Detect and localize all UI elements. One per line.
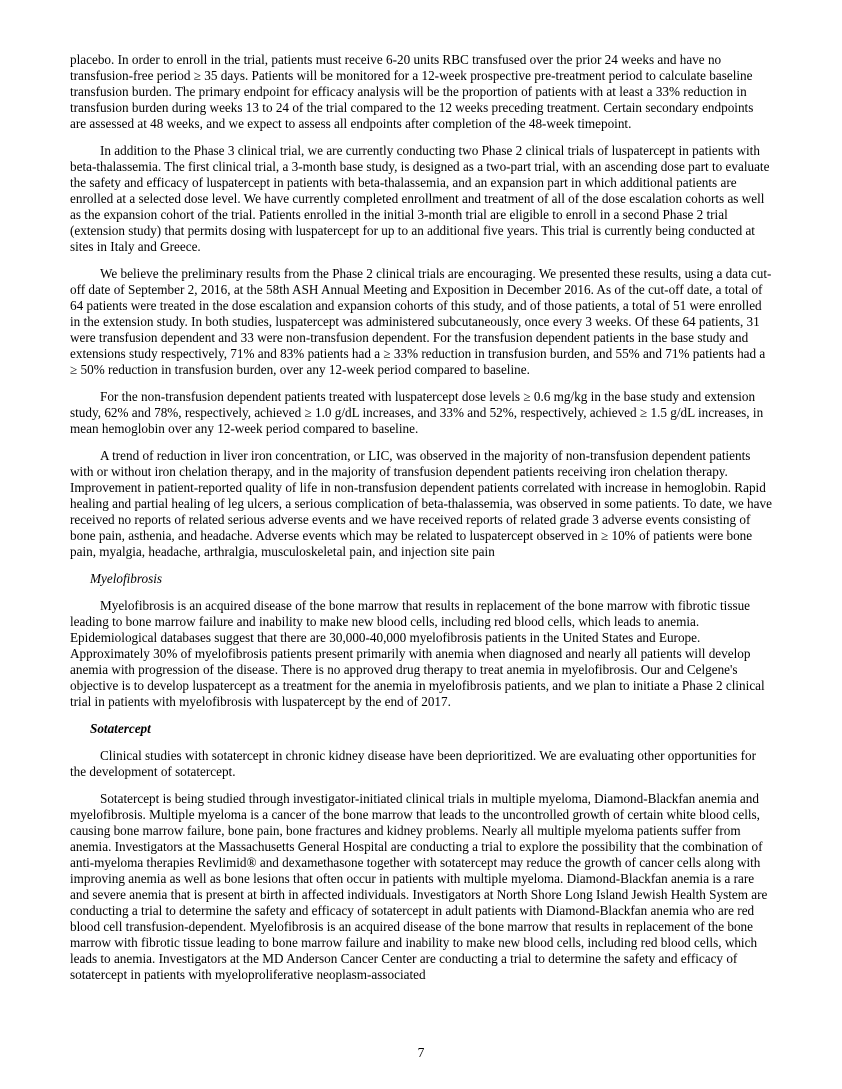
paragraph-liver-iron: A trend of reduction in liver iron concentration, or LIC, was observed in the majority of non-transfusion dependent patients with or without iron chelation therapy, and in the majority of transfusion dependent patients receiving iron chelation therapy. Improvement in patient-reported quality of life in non-transfusion dependent patients correlated with increase in hemoglobin. Rapid healing and partial healing of leg ulcers, a serious complication of beta-thalassemia, was observed in some patients. To date, we have received no reports of related serious adverse events and we have received reports of related grade 3 adverse events consisting of bone pain, asthenia, and headache. Adverse events which may be related to luspatercept observed in ≥ 10% of patients were bone pain, myalgia, headache, arthralgia, musculoskeletal pain, and injection site pain [70,448,772,559]
paragraph-trial-enrollment: placebo. In order to enroll in the trial, patients must receive 6-20 units RBC transfused over the prior 24 weeks and have no transfusion-free period ≥ 35 days. Patients will be monitored for a 12-week prospective pre-treatment period to calculate baseline transfusion burden. The primary endpoint for efficacy analysis will be the proportion of patients with at least a 33% reduction in transfusion burden during weeks 13 to 24 of the trial compared to the 12 weeks preceding treatment. Certain secondary endpoints are assessed at 48 weeks, and we expect to assess all endpoints after completion of the 48-week timepoint. [70,52,754,131]
paragraph-phase2-trials: In addition to the Phase 3 clinical trial, we are currently conducting two Phase 2 clinical trials of luspatercept in patients with beta-thalassemia. The first clinical trial, a 3-month base study, is designed as a two-part trial, with an ascending dose part to evaluate the safety and efficacy of luspatercept in patients with beta-thalassemia, and an expansion part in which additional patients are enrolled at a selected dose level. We have currently completed enrollment and treatment of all of the dose escalation cohorts as well as the expansion cohort of the trial. Patients enrolled in the initial 3-month trial are eligible to enroll in a second Phase 2 trial (extension study) that permits dosing with luspatercept for up to an additional five years. This trial is currently being conducted at sites in Italy and Greece. [70,143,770,254]
paragraph-sotatercept-ckd: Clinical studies with sotatercept in chronic kidney disease have been deprioritized. We are evaluating other opportunities for the development of sotatercept. [70,748,757,779]
paragraph-sotatercept-trials: Sotatercept is being studied through investigator-initiated clinical trials in multiple myeloma, Diamond-Blackfan anemia and myelofibrosis. Multiple myeloma is a cancer of the bone marrow that leads to the uncontrolled growth of certain white blood cells, causing bone marrow failure, bone pain, bone fractures and kidney problems. Nearly all multiple myeloma patients suffer from anemia. Investigators at the Massachusetts General Hospital are conducting a trial to explore the possibility that the combination of anti-myeloma therapies Revlimid® and dexamethasone together with sotatercept may reduce the growth of cancer cells along with improving anemia as well as bone lesions that often occur in patients with multiple myeloma. Diamond-Blackfan anemia is a rare and severe anemia that is present at birth in affected individuals. Investigators at North Shore Long Island Jewish Health System are conducting a trial to determine the safety and efficacy of sotatercept in adult patients with Diamond-Blackfan anemia who are red blood cell transfusion-dependent. Myelofibrosis is an acquired disease of the bone marrow that results in replacement of the bone marrow with fibrotic tissue leading to bone marrow failure and inability to make new blood cells, including red blood cells, which leads to anemia. Investigators at the MD Anderson Cancer Center are conducting a trial to determine the safety and efficacy of sotatercept in patients with myeloproliferative neoplasm-associated [70,791,768,982]
paragraph-preliminary-results: We believe the preliminary results from the Phase 2 clinical trials are encouraging. We presented these results, using a data cut-off date of September 2, 2016, at the 58th ASH Annual Meeting and Exposition in December 2016. As of the cut-off date, a total of 64 patients were treated in the dose escalation and expansion cohorts of this study, and of those patients, a total of 51 were enrolled in the extension study. In both studies, luspatercept was administered subcutaneously, once every 3 weeks. Of these 64 patients, 31 were transfusion dependent and 33 were non-transfusion dependent. For the transfusion dependent patients in the base study and extensions study respectively, 71% and 83% patients had a ≥ 33% reduction in transfusion burden, and 55% and 71% patients had a ≥ 50% reduction in transfusion burden, over any 12-week period compared to baseline. [70,266,772,377]
paragraph-myelofibrosis: Myelofibrosis is an acquired disease of the bone marrow that results in replacement of the bone marrow with fibrotic tissue leading to bone marrow failure and inability to make new blood cells, including red blood cells, which leads to anemia. Epidemiological databases suggest that there are 30,000-40,000 myelofibrosis patients in the United States and Europe. Approximately 30% of myelofibrosis patients present primarily with anemia when diagnosed and nearly all patients will develop anemia with progression of the disease. There is no approved drug therapy to treat anemia in myelofibrosis. Our and Celgene's objective is to develop luspatercept as a treatment for the anemia in myelofibrosis patients, and we plan to initiate a Phase 2 clinical trial in patients with myelofibrosis with luspatercept by the end of 2017. [70,598,765,709]
page-number: 7 [417,1045,425,1060]
section-heading-myelofibrosis: Myelofibrosis [90,571,163,586]
document-page [70,52,772,994]
section-heading-sotatercept: Sotatercept [90,721,151,736]
paragraph-non-transfusion-results: For the non-transfusion dependent patients treated with luspatercept dose levels ≥ 0.6 mg/kg in the base study and extension study, 62% and 78%, respectively, achieved ≥ 1.0 g/dL increases, and 33% and 52%, respectively, achieved ≥ 1.5 g/dL increases, in mean hemoglobin over any 12-week period compared to baseline. [70,389,764,436]
